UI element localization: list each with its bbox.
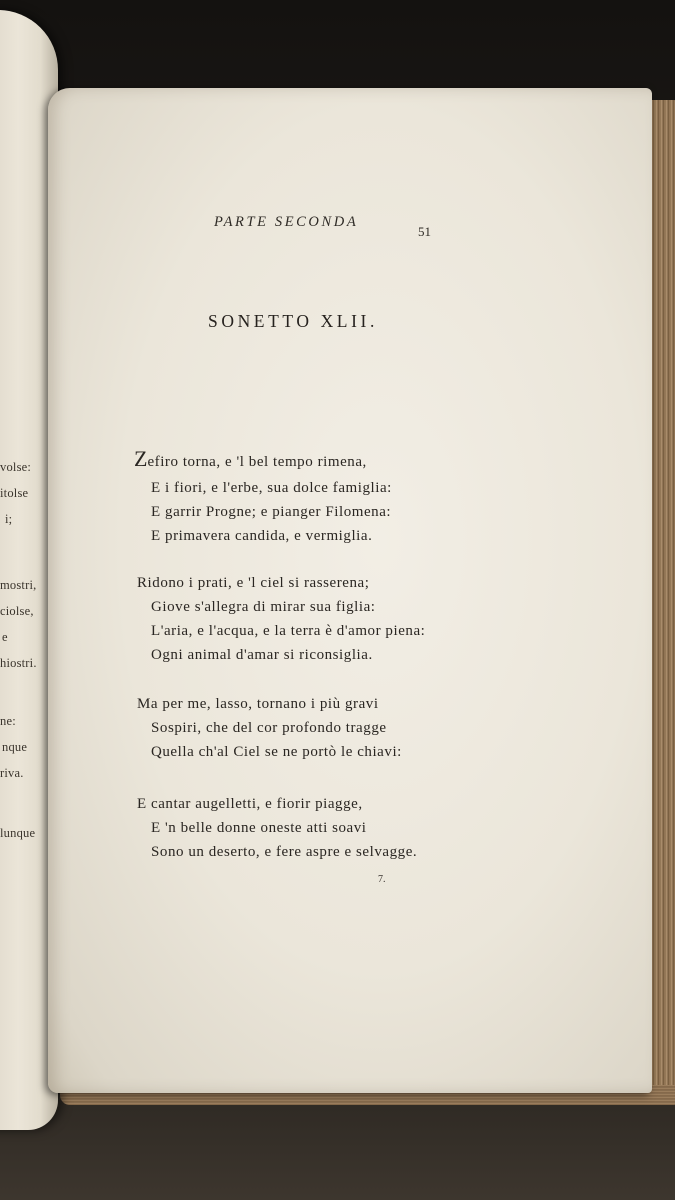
verse-line: Quella ch'al Ciel se ne portò le chiavi: xyxy=(151,744,402,760)
left-page-fragment: mostri, xyxy=(0,578,37,592)
verse-line: Ridono i prati, e 'l ciel si rasserena; xyxy=(137,575,370,591)
verse-line: Sospiri, che del cor profondo tragge xyxy=(151,720,387,736)
verse-line: Sono un deserto, e fere aspre e selvagge. xyxy=(151,844,418,860)
verse-line: Ma per me, lasso, tornano i più gravi xyxy=(137,696,379,712)
left-page-fragment: lunque xyxy=(0,826,36,840)
left-page-fragment: e xyxy=(2,630,8,644)
running-head: PARTE SECONDA xyxy=(214,214,359,230)
left-page-fragment: hiostri. xyxy=(0,656,37,670)
verse-line: Ogni animal d'amar si riconsiglia. xyxy=(151,647,373,663)
verse-text: efiro torna, e 'l bel tempo rimena, xyxy=(147,454,367,470)
table-surface xyxy=(0,1100,675,1200)
left-page-fragment: nque xyxy=(2,740,28,754)
left-page-fragment: i; xyxy=(5,512,13,526)
verse-line: Giove s'allegra di mirar sua figlia: xyxy=(151,599,376,615)
verse-line: L'aria, e l'acqua, e la terra è d'amor piena: xyxy=(151,623,426,639)
left-page-fragment: riva. xyxy=(0,766,24,780)
verse-line: E cantar augelletti, e fiorir piagge, xyxy=(137,796,363,812)
verse-line: E garrir Progne; e pianger Filomena: xyxy=(151,504,392,520)
verse-line: E primavera candida, e vermiglia. xyxy=(151,528,373,544)
drop-cap: Z xyxy=(134,446,148,471)
verse-line: E i fiori, e l'erbe, sua dolce famiglia: xyxy=(151,480,392,496)
left-page-fragment: ne: xyxy=(0,714,16,728)
signature-mark: 7. xyxy=(378,874,386,885)
page-number: 51 xyxy=(418,224,431,239)
left-page-fragment: volse: xyxy=(0,460,32,474)
verse-line xyxy=(134,446,367,472)
poem-title: SONETTO XLII. xyxy=(208,311,378,331)
verse-line: E 'n belle donne oneste atti soavi xyxy=(151,820,367,836)
left-page-fragment: ciolse, xyxy=(0,604,34,618)
left-page-fragment: itolse xyxy=(0,486,29,500)
